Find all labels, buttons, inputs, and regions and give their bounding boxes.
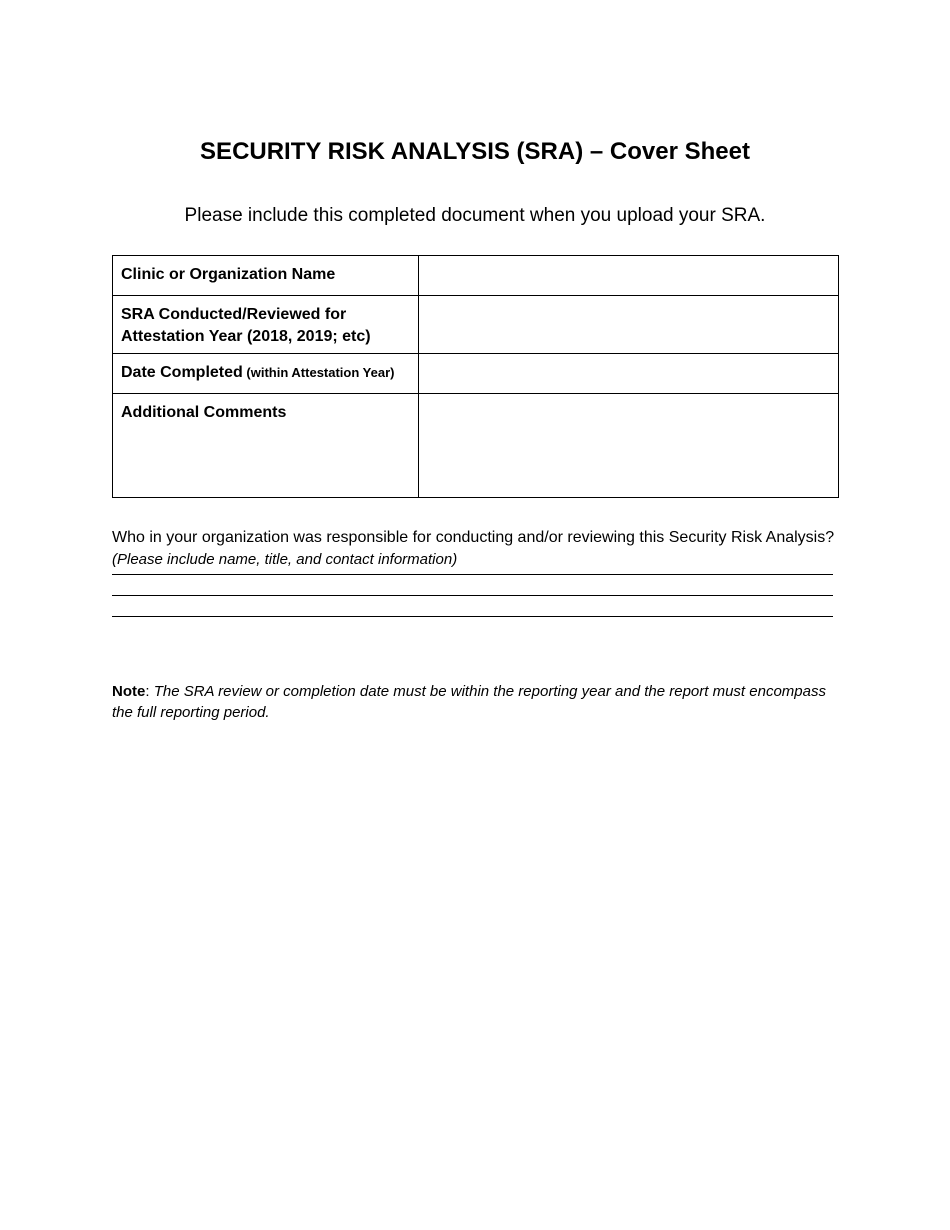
attestation-year-label: SRA Conducted/Reviewed for — [121, 306, 347, 323]
cover-sheet-form — [112, 255, 839, 498]
question-hint: (Please include name, title, and contact information) — [112, 551, 458, 568]
question-text: Who in your organization was responsible for conducting and/or reviewing this Security Risk Analysis? — [112, 529, 835, 546]
date-completed-field[interactable] — [419, 354, 839, 394]
form-row-organization — [113, 256, 839, 296]
page-subtitle: Please include this completed document when you upload your SRA. — [184, 205, 766, 226]
additional-comments-field[interactable] — [419, 394, 839, 498]
note-paragraph — [112, 681, 838, 723]
additional-comments-label: Additional Comments — [121, 404, 287, 421]
answer-line-3[interactable] — [112, 616, 833, 617]
attestation-year-label-line2: Attestation Year (2018, 2019; etc) — [121, 328, 371, 345]
form-label-cell — [113, 394, 419, 498]
organization-name-label: Clinic or Organization Name — [121, 266, 336, 283]
attestation-year-field[interactable] — [419, 296, 839, 354]
page-title: SECURITY RISK ANALYSIS (SRA) – Cover Sheet — [200, 138, 750, 165]
date-completed-label: Date Completed — [121, 364, 243, 381]
form-label-cell — [113, 354, 419, 394]
answer-line-1[interactable] — [112, 574, 833, 575]
form-row-date-completed — [113, 354, 839, 394]
form-label-cell — [113, 296, 419, 354]
form-label-cell — [113, 256, 419, 296]
form-row-attestation-year — [113, 296, 839, 354]
responsible-party-question — [112, 527, 838, 571]
form-row-additional-comments — [113, 394, 839, 498]
organization-name-field[interactable] — [419, 256, 839, 296]
note-label: Note — [112, 683, 146, 700]
date-completed-qualifier: (within Attestation Year) — [242, 365, 395, 380]
answer-line-2[interactable] — [112, 595, 833, 596]
note-separator: : — [145, 683, 150, 700]
note-text: The SRA review or completion date must be within the reporting year and the report must encompass the full reporting period. — [112, 683, 826, 721]
